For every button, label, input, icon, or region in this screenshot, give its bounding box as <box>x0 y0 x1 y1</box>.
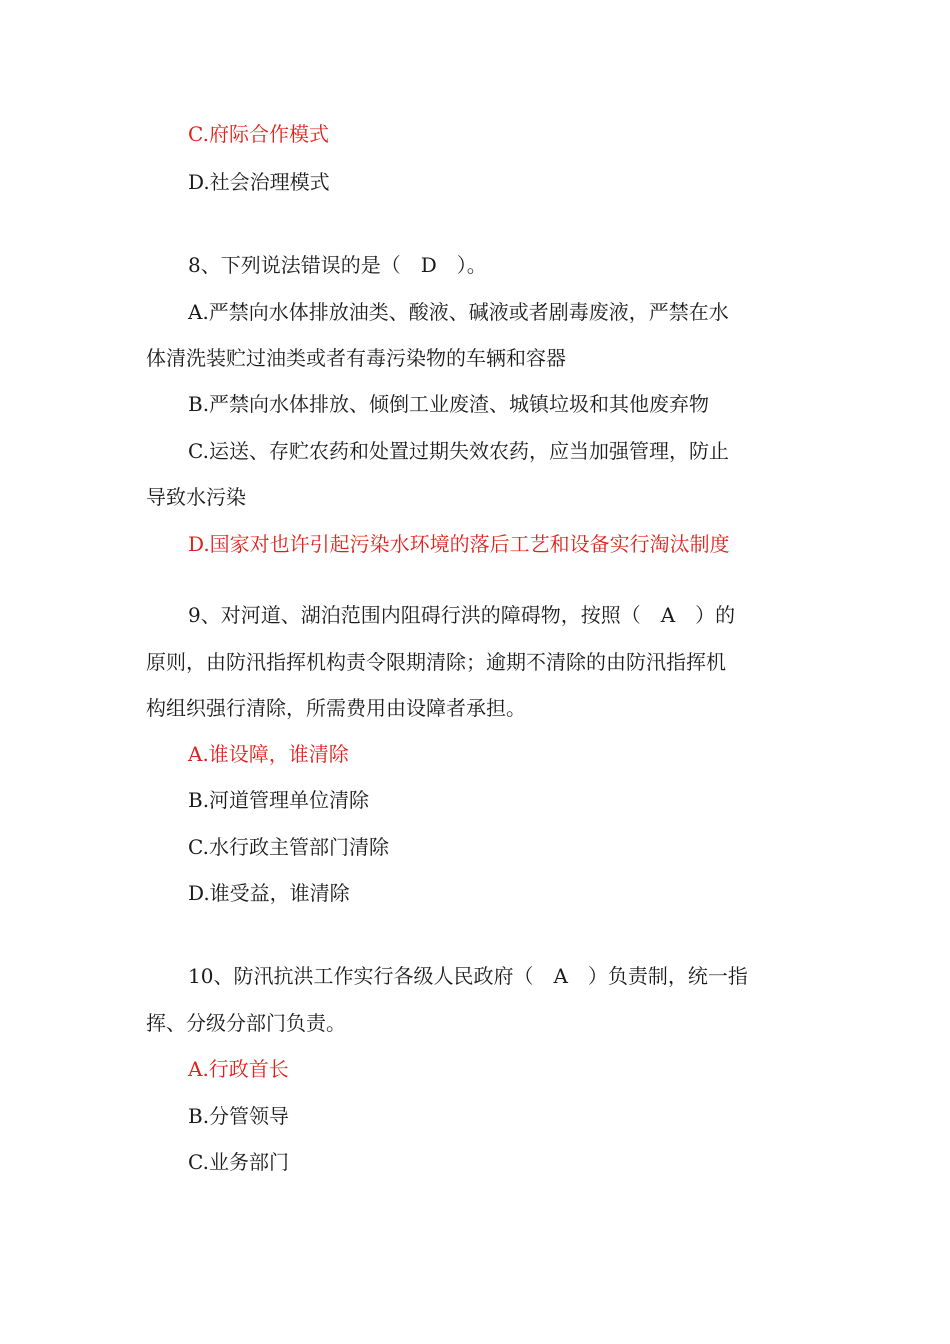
q10-option-a-answer: A.行政首长 <box>188 1057 289 1081</box>
q8-option-a-line1: A.严禁向水体排放油类、酸液、碱液或者剧毒废液，严禁在水 <box>188 300 729 324</box>
q9-option-b: B.河道管理单位清除 <box>188 788 370 812</box>
q10-question-line1: 10、防汛抗洪工作实行各级人民政府（ A ）负责制，统一指 <box>188 964 748 988</box>
q10-option-b: B.分管领导 <box>188 1104 290 1128</box>
q8-option-c-line1: C.运送、存贮农药和处置过期失效农药，应当加强管理，防止 <box>188 439 729 463</box>
q10-option-c: C.业务部门 <box>188 1150 289 1174</box>
q9-option-c: C.水行政主管部门清除 <box>188 835 389 859</box>
q7-option-c-answer: C.府际合作模式 <box>188 122 329 146</box>
q7-option-d: D.社会治理模式 <box>188 170 330 194</box>
q9-question-line3: 构组织强行清除，所需费用由设障者承担。 <box>146 696 526 720</box>
q9-option-d: D.谁受益，谁清除 <box>188 881 350 905</box>
q8-option-b: B.严禁向水体排放、倾倒工业废渣、城镇垃圾和其他废弃物 <box>188 392 710 416</box>
q8-option-d-answer: D.国家对也许引起污染水环境的落后工艺和设备实行淘汰制度 <box>188 532 730 556</box>
q10-question-line2: 挥、分级分部门负责。 <box>146 1011 346 1035</box>
q8-option-c-line2: 导致水污染 <box>146 485 246 509</box>
q9-option-a-answer: A.谁设障，谁清除 <box>188 742 349 766</box>
q8-option-a-line2: 体清洗装贮过油类或者有毒污染物的车辆和容器 <box>146 346 566 370</box>
q9-question-line1: 9、对河道、湖泊范围内阻碍行洪的障碍物，按照（ A ）的 <box>188 603 736 627</box>
q9-question-line2: 原则，由防汛指挥机构责令限期清除；逾期不清除的由防汛指挥机 <box>146 650 726 674</box>
q8-question: 8、下列说法错误的是（ D ）。 <box>188 253 487 277</box>
